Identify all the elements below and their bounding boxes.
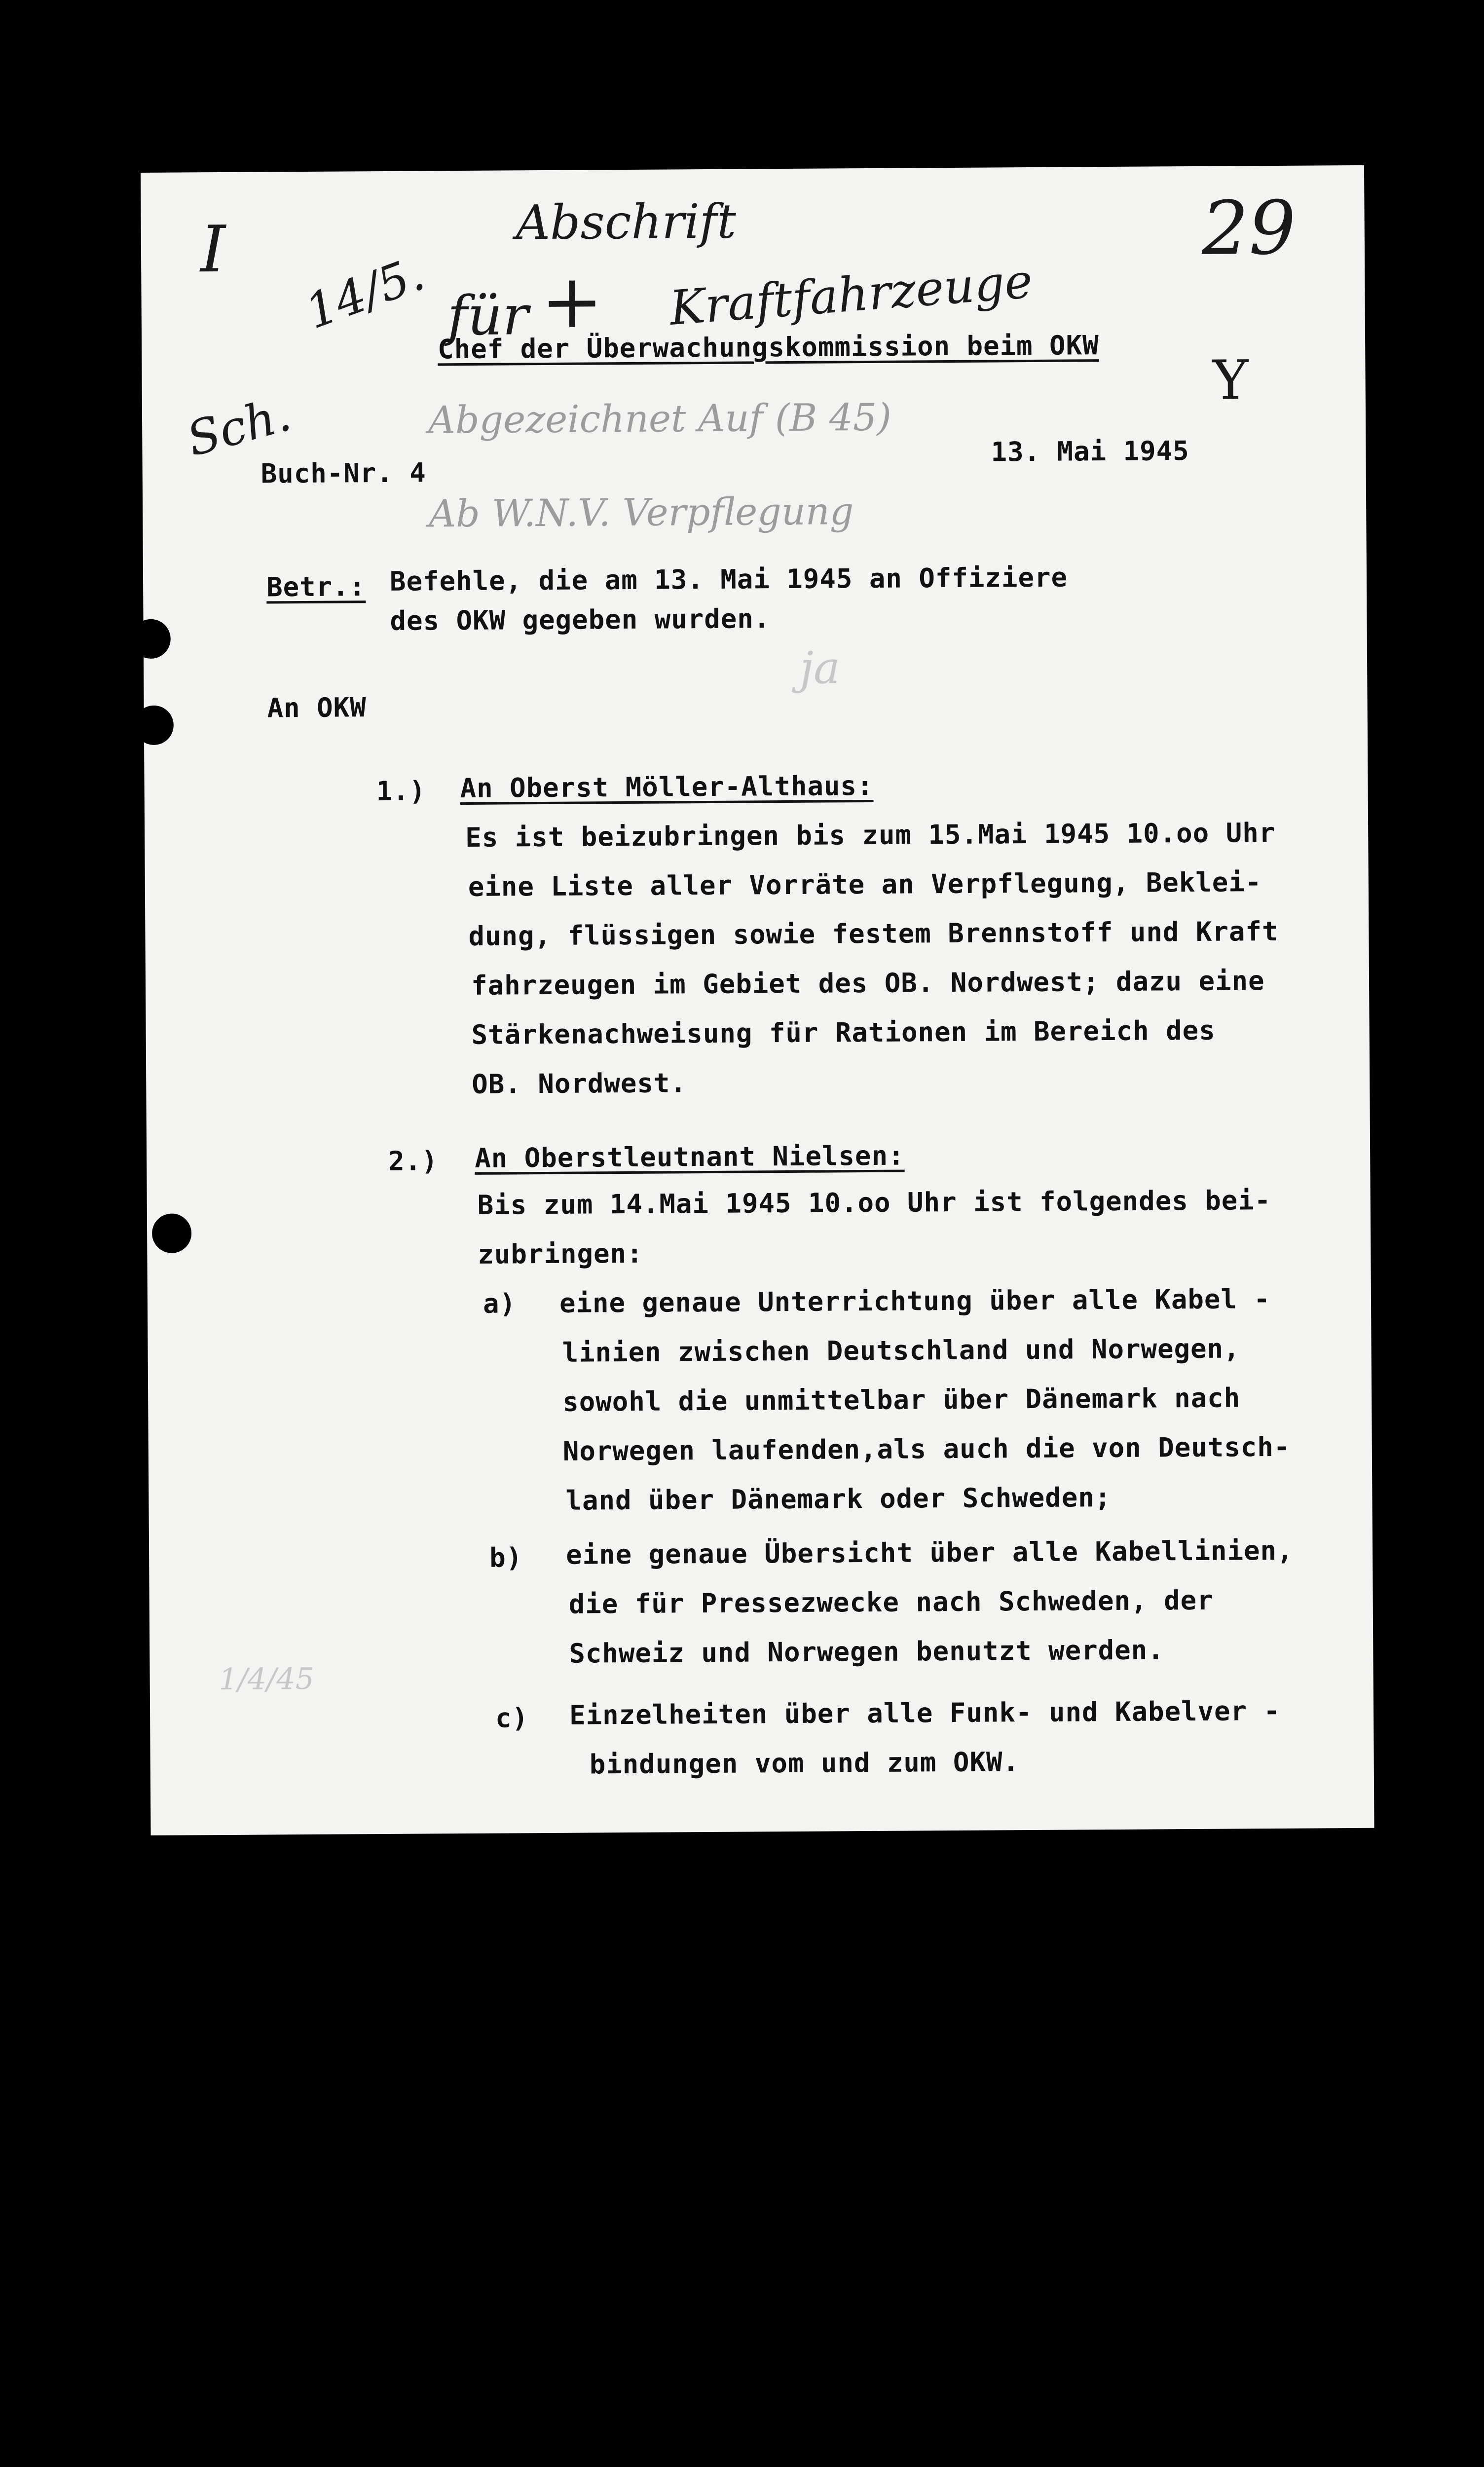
body-line: Schweiz und Norwegen benutzt werden. <box>569 1634 1164 1669</box>
faint-annotation-line1: Abgezeichnet Auf (B 45) <box>428 395 892 442</box>
item-marker: a) <box>482 1288 517 1319</box>
body-line: eine Liste aller Vorräte an Verpflegung, Beklei- <box>468 866 1262 902</box>
body-line: eine genaue Übersicht über alle Kabellinien, <box>565 1534 1294 1570</box>
item-marker: c) <box>495 1702 529 1734</box>
subject-line: des OKW gegeben wurden. <box>390 603 771 636</box>
body-line: Einzelheiten über alle Funk- und Kabelver - <box>569 1695 1281 1731</box>
punch-hole <box>131 619 171 659</box>
body-line: Bis zum 14.Mai 1945 10.oo Uhr ist folgendes bei- <box>477 1185 1271 1221</box>
punch-hole <box>134 706 174 745</box>
subject-line: Befehle, die am 13. Mai 1945 an Offiziere <box>389 561 1068 597</box>
section-number: 1.) <box>376 775 426 807</box>
section-heading: An Oberstleutnant Nielsen: <box>475 1140 905 1174</box>
check-mark: Y <box>1212 348 1249 412</box>
body-line: eine genaue Unterrichtung über alle Kabel - <box>559 1283 1271 1319</box>
body-line: land über Dänemark oder Schweden; <box>565 1482 1112 1516</box>
body-line: linien zwischen Deutschland und Norwegen, <box>562 1333 1240 1368</box>
bottom-faint-annotation: 1/4/45 <box>219 1661 314 1697</box>
punch-hole <box>152 1213 191 1253</box>
document-sheet <box>141 165 1374 1835</box>
margin-initials: Sch. <box>181 386 297 467</box>
note-reference: 14/5. <box>298 245 432 340</box>
faint-annotation-line2: Ab W.N.V. Verpflegung <box>428 489 854 536</box>
recipient: An OKW <box>267 692 367 724</box>
body-line: die für Pressezwecke nach Schweden, der <box>568 1584 1214 1620</box>
document-date: 13. Mai 1945 <box>991 435 1189 468</box>
book-number: Buch-Nr. 4 <box>260 457 427 489</box>
office-heading: Chef der Überwachungskommission beim OKW <box>438 330 1099 365</box>
body-line: Es ist beizubringen bis zum 15.Mai 1945 10.oo Uhr <box>465 817 1276 854</box>
body-line: fahrzeugen im Gebiet des OB. Nordwest; dazu eine <box>471 965 1265 1001</box>
section-heading: An Oberst Möller-Althaus: <box>460 770 874 804</box>
faint-annotation-note: ja <box>799 642 841 694</box>
handwritten-for: für <box>447 284 529 348</box>
section-number: 2.) <box>388 1145 438 1177</box>
page-number: 29 <box>1201 185 1297 272</box>
body-line: dung, flüssigen sowie festem Brennstoff und Kraft <box>468 915 1279 952</box>
handwritten-cross: + <box>541 259 603 345</box>
top-left-mark: I <box>200 211 226 287</box>
item-marker: b) <box>489 1542 523 1573</box>
body-line: Stärkenachweisung für Rationen im Bereich des <box>471 1014 1216 1050</box>
handwritten-side-note: Kraftfahrzeuge <box>668 253 1035 336</box>
body-line: zubringen: <box>478 1237 643 1270</box>
body-line: Norwegen laufenden,als auch die von Deutsch- <box>562 1431 1291 1467</box>
handwritten-heading: Abschrift <box>516 193 737 251</box>
body-line: sowohl die unmittelbar über Dänemark nach <box>562 1382 1241 1418</box>
body-line: bindungen vom und zum OKW. <box>589 1746 1020 1780</box>
body-line: OB. Nordwest. <box>472 1067 687 1100</box>
subject-label: Betr.: <box>266 571 366 603</box>
